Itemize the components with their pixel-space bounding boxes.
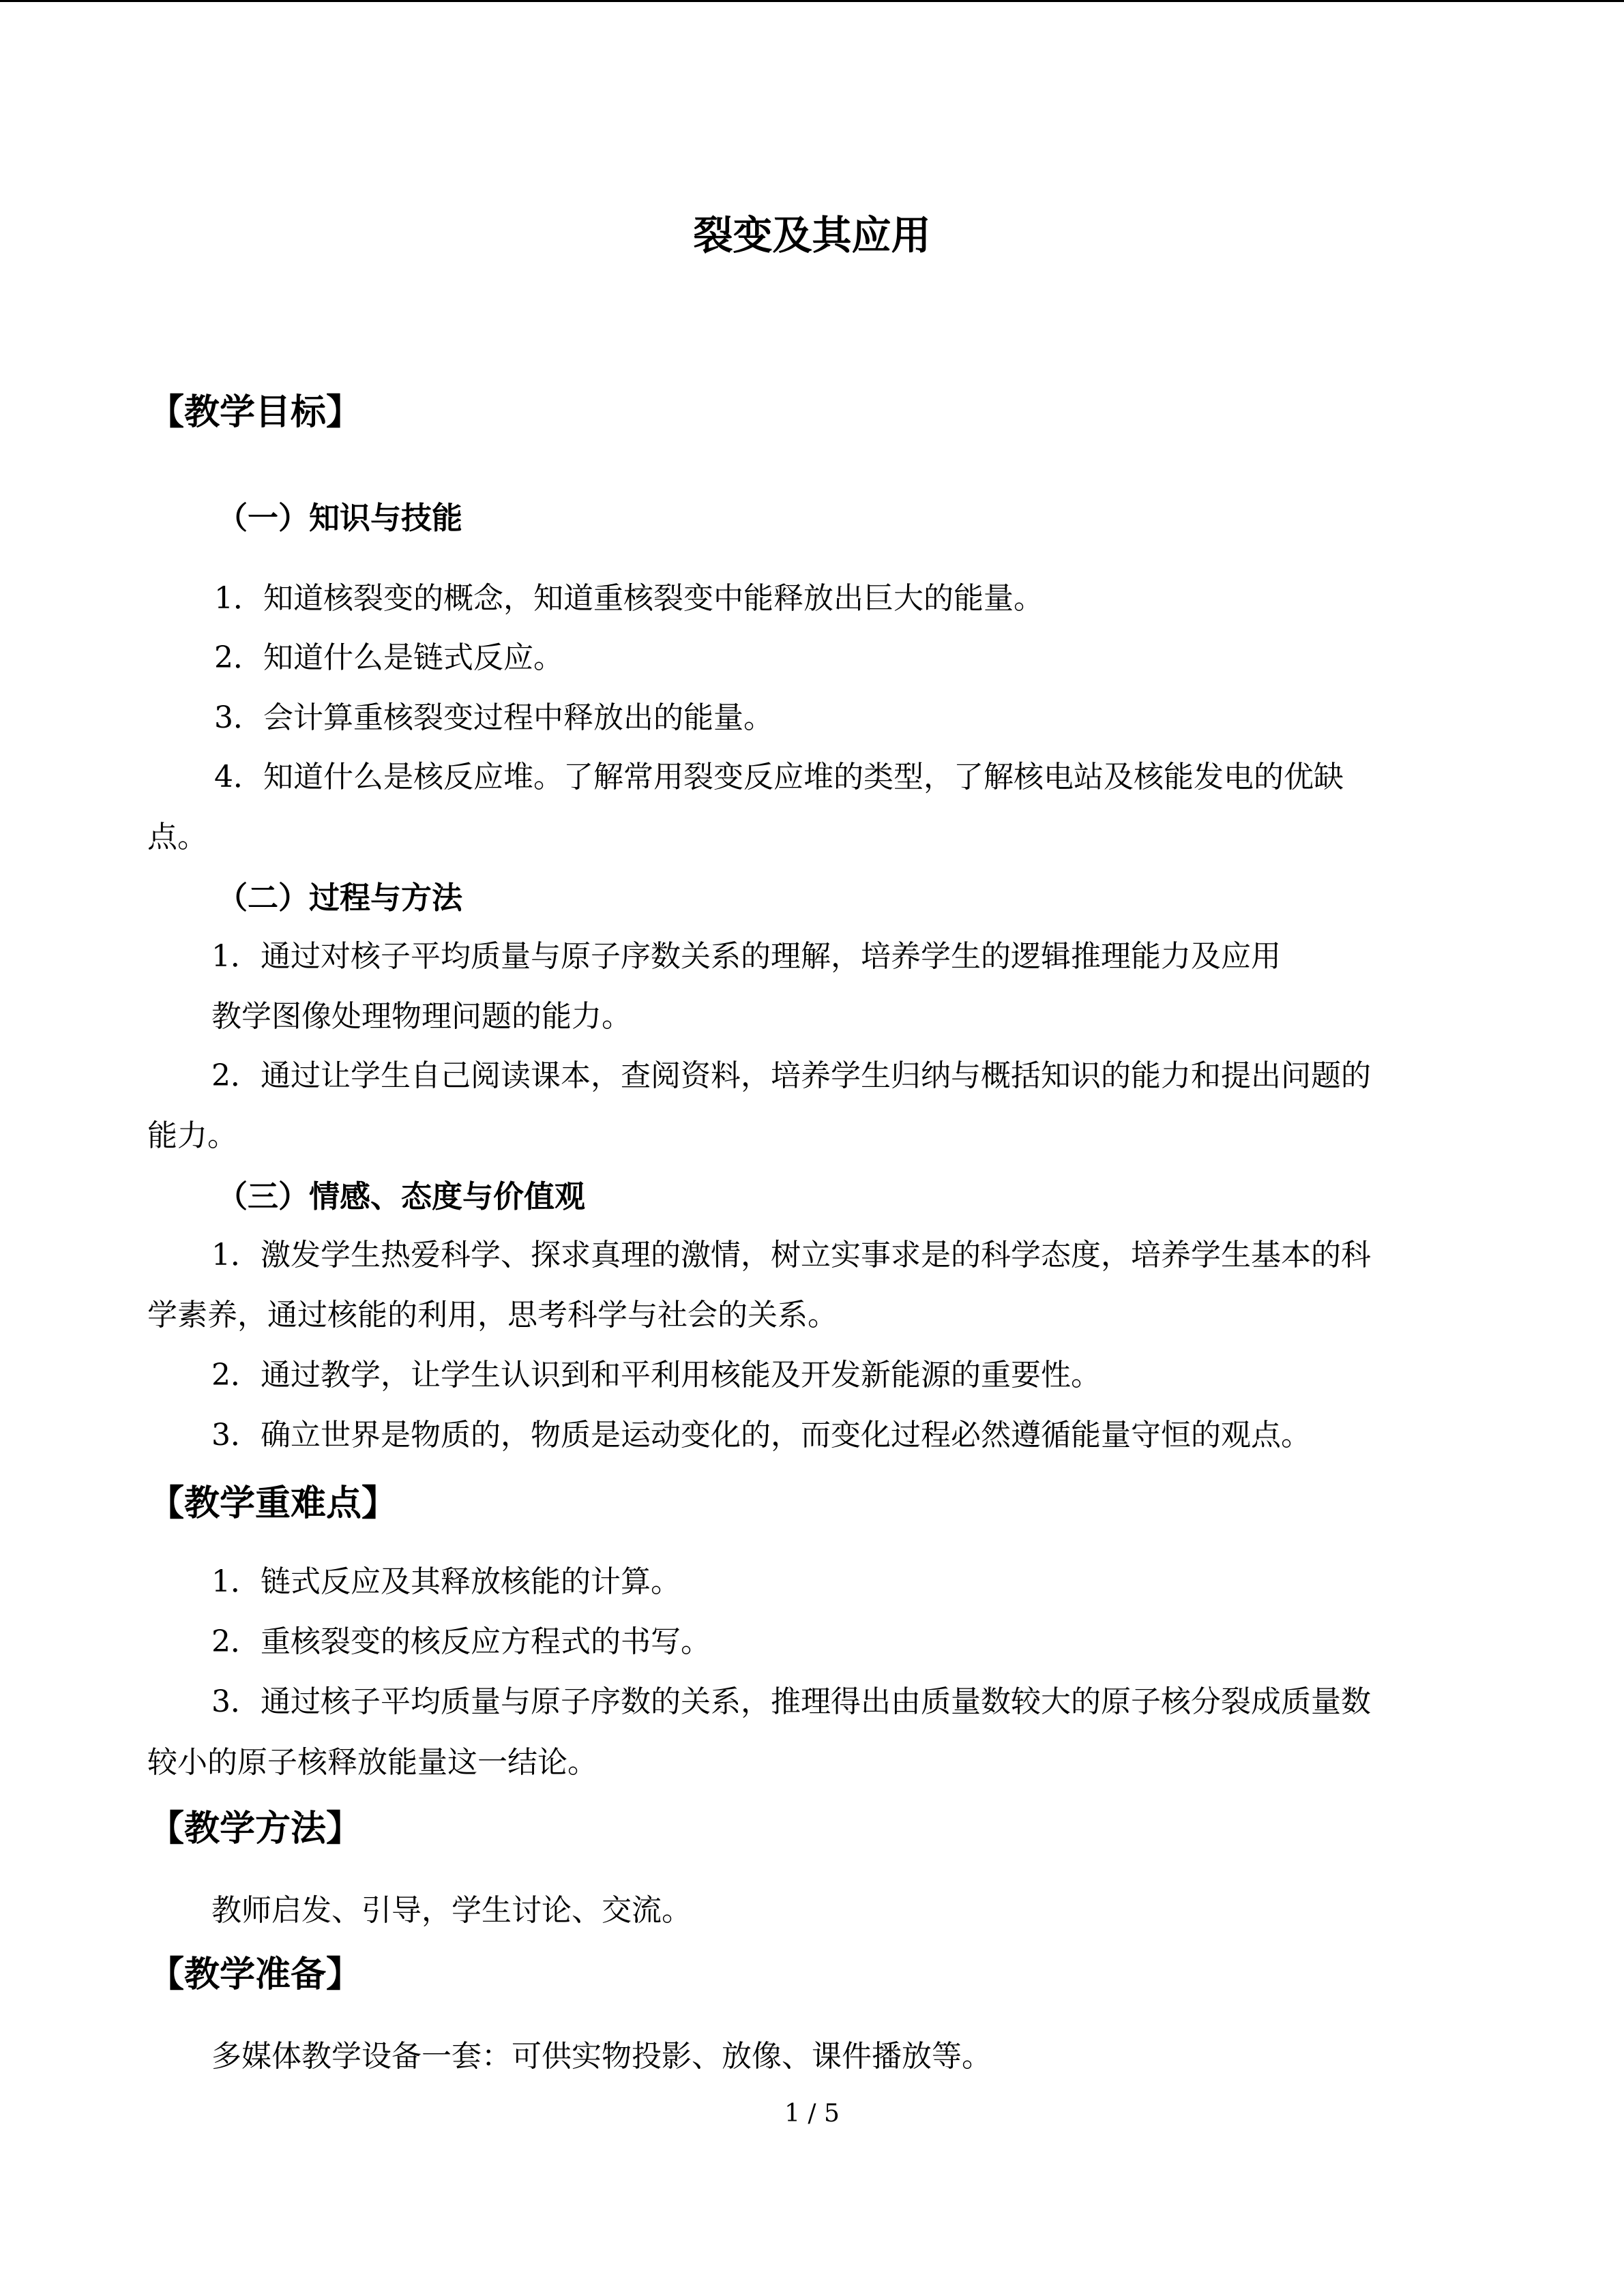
- list-item: 1．激发学生热爱科学、探求真理的激情，树立实事求是的科学态度，培养学生基本的科: [211, 1238, 1371, 1272]
- list-item: 1．链式反应及其释放核能的计算。: [211, 1564, 681, 1599]
- list-item: 2．通过教学，让学生认识到和平利用核能及开发新能源的重要性。: [211, 1358, 1101, 1392]
- document-title: 裂变及其应用: [693, 212, 931, 258]
- list-item: 3．确立世界是物质的，物质是运动变化的，而变化过程必然遵循能量守恒的观点。: [211, 1418, 1311, 1452]
- list-item-continuation: 学素养，通过核能的利用，思考科学与社会的关系。: [147, 1298, 838, 1332]
- list-item: 4．知道什么是核反应堆。了解常用裂变反应堆的类型，了解核电站及核能发电的优缺: [214, 760, 1344, 794]
- subheading-emotion-values: （三）情感、态度与价值观: [217, 1178, 586, 1214]
- subheading-process-methods: （二）过程与方法: [217, 880, 463, 916]
- list-item-continuation: 能力。: [147, 1118, 237, 1153]
- list-item: 3．通过核子平均质量与原子序数的关系，推理得出由质量数较大的原子核分裂成质量数: [211, 1684, 1371, 1719]
- subheading-knowledge-skills: （一）知识与技能: [217, 500, 463, 536]
- list-item: 2．知道什么是链式反应。: [214, 640, 563, 675]
- paragraph-preparation: 多媒体教学设备一套：可供实物投影、放像、课件播放等。: [211, 2039, 992, 2074]
- list-item-continuation: 教学图像处理物理问题的能力。: [211, 999, 632, 1034]
- list-item-continuation: 点。: [147, 820, 207, 854]
- list-item-continuation: 较小的原子核释放能量这一结论。: [147, 1745, 597, 1780]
- list-item: 3．会计算重核裂变过程中释放出的能量。: [214, 700, 773, 735]
- list-item: 1．通过对核子平均质量与原子序数关系的理解，培养学生的逻辑推理能力及应用: [211, 939, 1281, 974]
- list-item: 1．知道核裂变的概念，知道重核裂变中能释放出巨大的能量。: [214, 581, 1044, 616]
- section-heading-methods: 【教学方法】: [149, 1808, 362, 1849]
- list-item: 2．重核裂变的核反应方程式的书写。: [211, 1624, 711, 1659]
- paragraph-methods: 教师启发、引导，学生讨论、交流。: [211, 1893, 692, 1928]
- page-number: 1 / 5: [784, 2100, 840, 2128]
- section-heading-key-points: 【教学重难点】: [149, 1483, 398, 1524]
- top-border-line: [0, 0, 1624, 2]
- section-heading-preparation: 【教学准备】: [149, 1954, 362, 1995]
- section-heading-objectives: 【教学目标】: [149, 392, 362, 433]
- list-item: 2．通过让学生自己阅读课本，查阅资料，培养学生归纳与概括知识的能力和提出问题的: [211, 1058, 1371, 1093]
